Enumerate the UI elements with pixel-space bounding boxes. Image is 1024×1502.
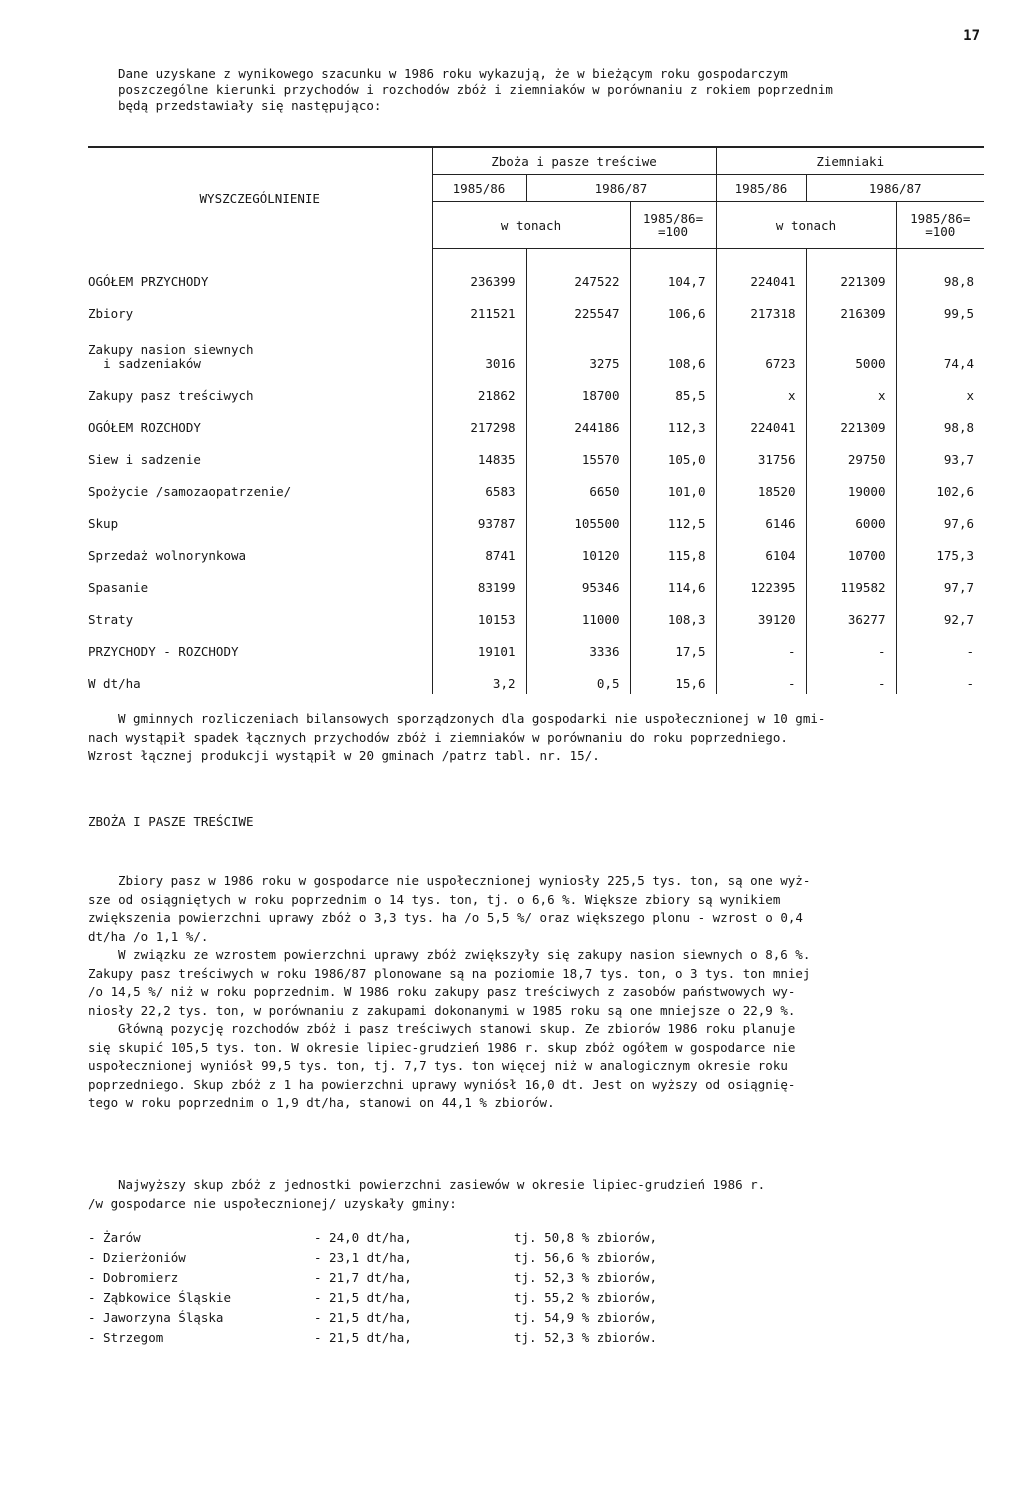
row-value: 29750 [806,438,896,470]
row-value: 104,7 [630,249,716,293]
row-value: 6650 [526,470,630,502]
row-value: 18700 [526,374,630,406]
text-line: nach wystąpił spadek łącznych przychodów zbóż i ziemniaków w porównaniu do roku poprzedniego. [88,729,788,745]
row-value: 97,6 [896,502,984,534]
list-item-value: - 21,5 dt/ha, [314,1310,412,1325]
year-header: 1985/86 [716,175,806,202]
row-value: - [716,662,806,694]
list-item-name: - Żarów [88,1230,141,1245]
row-value: 114,6 [630,566,716,598]
unit-header: w tonach [716,202,896,249]
row-value: 19101 [432,630,526,662]
row-value: 6583 [432,470,526,502]
row-value: 97,7 [896,566,984,598]
list-item-value: - 24,0 dt/ha, [314,1230,412,1245]
table-row [88,598,984,630]
row-value: 8741 [432,534,526,566]
row-value: 115,8 [630,534,716,566]
row-label: OGÓŁEM PRZYCHODY [88,274,209,289]
row-value: 102,6 [896,470,984,502]
row-value: 15570 [526,438,630,470]
row-value: 0,5 [526,662,630,694]
row-value: x [716,374,806,406]
row-value: 3336 [526,630,630,662]
list-item [88,1228,657,1248]
row-label [88,324,432,374]
row-value: 83199 [432,566,526,598]
text-line: W związku ze wzrostem powierzchni uprawy zbóż zwiększyły się zakupy nasion siewnych o 8,6 %. [118,947,811,962]
row-value: 95346 [526,566,630,598]
row-value: 224041 [716,249,806,293]
table-body [88,249,984,695]
row-value: 93787 [432,502,526,534]
row-label: Spasanie [88,580,149,595]
row-value: 98,8 [896,249,984,293]
row-value: 6723 [716,324,806,374]
row-label: Skup [88,516,119,531]
text-line: dt/ha /o 1,1 %/. [88,928,209,944]
row-value: 221309 [806,249,896,293]
text-line: /w gospodarce nie uspołecznionej/ uzyskały gminy: [88,1195,457,1211]
row-value: 112,5 [630,502,716,534]
row-value: 5000 [806,324,896,374]
list-item-value: - 23,1 dt/ha, [314,1250,412,1265]
list-item-value: - 21,5 dt/ha, [314,1290,412,1305]
row-value: 221309 [806,406,896,438]
table-row [88,502,984,534]
list-item [88,1248,657,1268]
list-item-pct: tj. 50,8 % zbiorów, [514,1230,657,1245]
index-header [630,202,716,249]
row-value: 105,0 [630,438,716,470]
row-label-line: i sadzeniaków [103,356,201,371]
row-label: Zakupy pasz treściwych [88,388,254,403]
row-value: 108,6 [630,324,716,374]
row-value: 10700 [806,534,896,566]
text-line: niosły 22,2 tys. ton, w porównaniu z zakupami dokonanymi w 1985 roku są one mniejsze o 22,9 %. [88,1002,796,1018]
row-label: Siew i sadzenie [88,452,201,467]
table-row [88,292,984,324]
row-value: 14835 [432,438,526,470]
row-value: 3,2 [432,662,526,694]
list-item-pct: tj. 52,3 % zbiorów. [514,1330,657,1345]
list-item-value: - 21,7 dt/ha, [314,1270,412,1285]
row-value: 99,5 [896,292,984,324]
row-value: 225547 [526,292,630,324]
row-value: 10153 [432,598,526,630]
group-header-grain: Zboża i pasze treściwe [432,148,716,175]
balance-table [88,146,984,694]
text-line: /o 14,5 %/ niż w roku poprzednim. W 1986 roku zakupy pasz treściwych z zasobów państwowych wy- [88,984,796,999]
unit-header: w tonach [432,202,630,249]
row-value: 108,3 [630,598,716,630]
row-value: 74,4 [896,324,984,374]
list-item [88,1328,657,1348]
row-value: 21862 [432,374,526,406]
row-value: 101,0 [630,470,716,502]
row-value: 211521 [432,292,526,324]
row-value: x [896,374,984,406]
table-row [88,406,984,438]
paragraph-gminy [88,710,988,766]
index-header-line: 1985/86= [642,211,704,226]
row-value: 224041 [716,406,806,438]
row-value: 85,5 [630,374,716,406]
intro-line: poszczególne kierunki przychodów i rozchodów zbóż i ziemniaków w porównaniu z rokiem poprzednim [118,82,833,97]
list-item [88,1268,657,1288]
intro-line: będą przedstawiały się następująco: [118,98,382,113]
list-item-name: - Dzierżoniów [88,1250,186,1265]
text-line: W gminnych rozliczeniach bilansowych sporządzonych dla gospodarki nie uspołecznionej w 10 gmi- [118,711,826,726]
table-row [88,374,984,406]
table-row [88,438,984,470]
list-item-name: - Dobromierz [88,1270,179,1285]
row-value: 39120 [716,598,806,630]
row-value: 216309 [806,292,896,324]
text-line: poprzedniego. Skup zbóż z 1 ha powierzchni uprawy wyniósł 16,0 dt. Jest on wyższy od osiągnię- [88,1076,796,1092]
row-label: OGÓŁEM ROZCHODY [88,420,201,435]
table-row [88,324,984,374]
row-value: 119582 [806,566,896,598]
group-header-potatoes: Ziemniaki [716,148,984,175]
row-value: 98,8 [896,406,984,438]
gminy-list [88,1228,657,1348]
row-label: Sprzedaż wolnorynkowa [88,548,247,563]
paragraph-skup-gminy [88,1176,988,1213]
table-row [88,534,984,566]
row-value: 122395 [716,566,806,598]
row-value: 244186 [526,406,630,438]
list-item-name: - Strzegom [88,1330,164,1345]
row-value: 106,6 [630,292,716,324]
row-value: 247522 [526,249,630,293]
page-number: 17 [963,28,980,44]
list-item [88,1288,657,1308]
list-item-pct: tj. 52,3 % zbiorów, [514,1270,657,1285]
text-line: Wzrost łącznej produkcji wystąpił w 20 gminach /patrz tabl. nr. 15/. [88,748,600,763]
row-label: Zbiory [88,306,134,321]
row-value: 6146 [716,502,806,534]
row-value: 93,7 [896,438,984,470]
row-value: - [806,662,896,694]
intro-line: Dane uzyskane z wynikowego szacunku w 1986 roku wykazują, że w bieżącym roku gospodarczym [118,66,788,81]
text-line: Zbiory pasz w 1986 roku w gospodarce nie uspołecznionej wyniosły 225,5 tys. ton, są one wyż- [118,873,811,888]
text-line: Najwyższy skup zbóż z jednostki powierzchni zasiewów w okresie lipiec-grudzień 1986 r. [118,1177,766,1192]
paragraph-zboza [88,872,988,1113]
row-value: 10120 [526,534,630,566]
index-header-line: =100 [657,224,689,239]
year-header: 1986/87 [526,175,716,202]
row-value: 6104 [716,534,806,566]
row-value: 3275 [526,324,630,374]
index-header [896,202,984,249]
row-value: 112,3 [630,406,716,438]
row-value: 15,6 [630,662,716,694]
row-value: 36277 [806,598,896,630]
text-line: sze od osiągniętych w roku poprzednim o 14 tys. ton, tj. o 6,6 %. Większe zbiory są wynikiem [88,891,781,907]
text-line: uspołecznionej wyniósł 99,5 tys. ton, tj. 7,7 tys. ton więcej niż w analogicznym okresie roku [88,1058,788,1073]
list-item-pct: tj. 56,6 % zbiorów, [514,1250,657,1265]
row-value: 17,5 [630,630,716,662]
row-value: 18520 [716,470,806,502]
list-item-name: - Jaworzyna Śląska [88,1310,224,1325]
row-value: 31756 [716,438,806,470]
row-value: - [896,630,984,662]
row-value: 217318 [716,292,806,324]
list-item [88,1308,657,1328]
year-header: 1985/86 [432,175,526,202]
row-label: PRZYCHODY - ROZCHODY [88,644,239,659]
row-value: x [806,374,896,406]
text-line: tego w roku poprzednim o 1,9 dt/ha, stanowi on 44,1 % zbiorów. [88,1095,555,1110]
section-title: ZBOŻA I PASZE TREŚCIWE [88,814,254,829]
index-header-line: 1985/86= [910,211,971,226]
text-line: Zakupy pasz treściwych w roku 1986/87 plonowane są na poziomie 18,7 tys. ton, o 3 tys. ton mniej [88,965,811,981]
row-value: 217298 [432,406,526,438]
list-item-pct: tj. 54,9 % zbiorów, [514,1310,657,1325]
row-value: 6000 [806,502,896,534]
row-value: 92,7 [896,598,984,630]
row-label: W dt/ha [88,676,141,691]
table-row [88,249,984,293]
text-line: się skupić 105,5 tys. ton. W okresie lipiec-grudzień 1986 r. skup zbóż ogółem w gospodarce nie [88,1039,796,1055]
list-item-value: - 21,5 dt/ha, [314,1330,412,1345]
text-line: Główną pozycję rozchodów zbóż i pasz treściwych stanowi skup. Ze zbiorów 1986 roku planuje [118,1021,796,1036]
table-row [88,630,984,662]
column-header-label: WYSZCZEGÓLNIENIE [199,190,320,206]
row-value: 175,3 [896,534,984,566]
text-line: zwiększenia powierzchni uprawy zbóż o 3,3 tys. ha /o 5,5 %/ oraz większego plonu - wzrost o 0,4 [88,910,803,925]
row-value: 236399 [432,249,526,293]
intro-paragraph [118,66,978,114]
year-header: 1986/87 [806,175,984,202]
row-value: - [806,630,896,662]
row-value: 3016 [432,324,526,374]
row-value: - [896,662,984,694]
row-value: 19000 [806,470,896,502]
row-label: Spożycie /samozaopatrzenie/ [88,484,292,499]
row-label: Straty [88,612,134,627]
table-row [88,662,984,694]
index-header-line: =100 [925,224,956,239]
row-value: 105500 [526,502,630,534]
row-value: - [716,630,806,662]
row-value: 11000 [526,598,630,630]
table-row [88,566,984,598]
table-row [88,470,984,502]
list-item-pct: tj. 55,2 % zbiorów, [514,1290,657,1305]
row-label-line: Zakupy nasion siewnych [88,342,254,357]
list-item-name: - Ząbkowice Śląskie [88,1290,231,1305]
